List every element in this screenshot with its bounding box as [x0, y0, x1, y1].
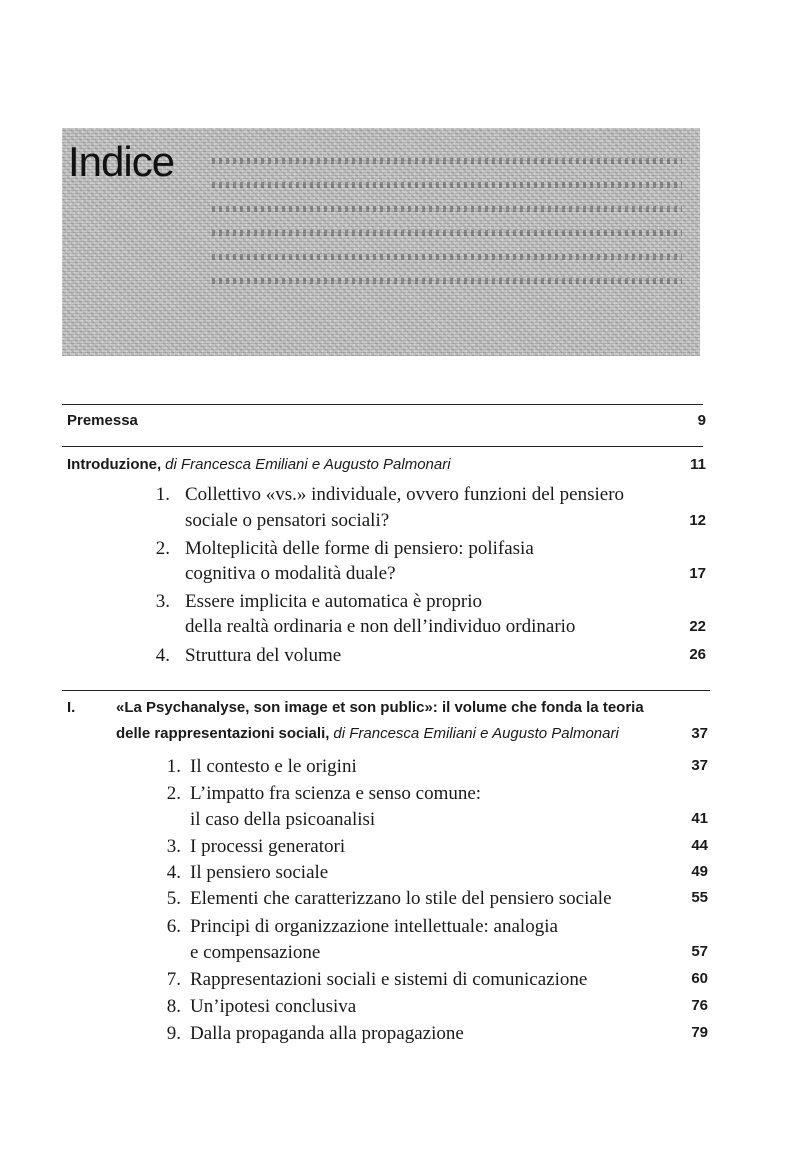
- intro-page: 11: [690, 456, 706, 473]
- list-item-text: sociale o pensatori sociali?: [185, 510, 390, 531]
- list-item-page: 17: [689, 565, 706, 582]
- list-item-number: 3.: [155, 591, 170, 612]
- list-item-page: 12: [689, 512, 706, 529]
- divider: [62, 690, 710, 691]
- divider: [62, 446, 703, 447]
- list-item-page: 41: [691, 810, 708, 827]
- list-item-text: Dalla propaganda alla propagazione: [190, 1023, 464, 1044]
- list-item-number: 2.: [155, 538, 170, 559]
- list-item-text: e compensazione: [190, 942, 321, 963]
- premessa-label: Premessa: [67, 412, 138, 429]
- list-item-text: Un’ipotesi conclusiva: [190, 996, 357, 1017]
- chapter-title-line2: [116, 725, 619, 743]
- premessa-page: 9: [697, 412, 706, 429]
- chapter-authors: di Francesca Emiliani e Augusto Palmonari: [333, 725, 619, 742]
- list-item-page: 57: [691, 943, 708, 960]
- page-title: Indice: [68, 138, 175, 185]
- chapter-page: 37: [691, 725, 708, 742]
- intro-label: Introduzione,: [67, 456, 162, 473]
- list-item-page: 55: [691, 889, 708, 906]
- list-item-text: Collettivo «vs.» individuale, ovvero funzioni del pensiero: [185, 484, 625, 505]
- list-item-page: 79: [691, 1024, 708, 1041]
- list-item-number: 8.: [166, 996, 181, 1017]
- list-item-text: della realtà ordinaria e non dell’individuo ordinario: [185, 616, 576, 637]
- list-item-text: Rappresentazioni sociali e sistemi di comunicazione: [190, 969, 588, 990]
- list-item-text: L’impatto fra scienza e senso comune:: [190, 783, 482, 804]
- list-item-text: I processi generatori: [190, 836, 346, 857]
- list-item-text: Molteplicità delle forme di pensiero: polifasia: [185, 538, 534, 559]
- list-item-number: 5.: [166, 888, 181, 909]
- list-item-page: 49: [691, 863, 708, 880]
- list-item-number: 1.: [155, 484, 170, 505]
- list-item-page: 76: [691, 997, 708, 1014]
- list-item-text: cognitiva o modalità duale?: [185, 563, 396, 584]
- chapter-title: «La Psychanalyse, son image et son public»: il volume che fonda la teoria: [116, 699, 644, 716]
- list-item-text: Il contesto e le origini: [190, 756, 357, 777]
- intro-authors: di Francesca Emiliani e Augusto Palmonari: [165, 456, 451, 473]
- chapter-number: I.: [67, 699, 76, 716]
- list-item-number: 6.: [166, 916, 181, 937]
- list-item-number: 1.: [166, 756, 181, 777]
- list-item-text: Struttura del volume: [185, 645, 342, 666]
- list-item-page: 26: [689, 646, 706, 663]
- chapter-title-cont: delle rappresentazioni sociali,: [116, 725, 330, 742]
- list-item-page: 60: [691, 970, 708, 987]
- list-item-page: 37: [691, 757, 708, 774]
- list-item-page: 44: [691, 837, 708, 854]
- divider: [62, 404, 703, 405]
- list-item-text: il caso della psicoanalisi: [190, 809, 376, 830]
- list-item-page: 22: [689, 618, 706, 635]
- list-item-number: 7.: [166, 969, 181, 990]
- list-item-text: Essere implicita e automatica è proprio: [185, 591, 483, 612]
- list-item-number: 3.: [166, 836, 181, 857]
- list-item-text: Il pensiero sociale: [190, 862, 329, 883]
- list-item-text: Principi di organizzazione intellettuale: analogia: [190, 916, 558, 937]
- list-item-number: 2.: [166, 783, 181, 804]
- list-item-number: 4.: [166, 862, 181, 883]
- list-item-number: 9.: [166, 1023, 181, 1044]
- list-item-number: 4.: [155, 645, 170, 666]
- intro-heading: [67, 456, 451, 474]
- list-item-text: Elementi che caratterizzano lo stile del pensiero sociale: [190, 888, 612, 909]
